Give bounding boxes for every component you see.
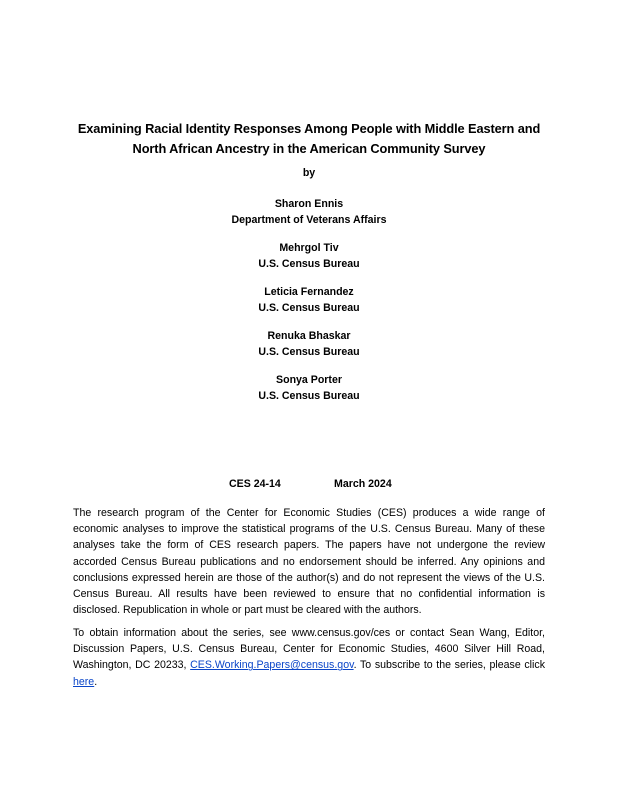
author-name: Renuka Bhaskar — [267, 330, 351, 342]
paper-date: March 2024 — [334, 478, 392, 490]
series-info-paragraph — [73, 625, 545, 690]
subscribe-here-link[interactable]: here — [73, 675, 95, 688]
author-block — [0, 196, 618, 228]
author-affiliation: U.S. Census Bureau — [258, 302, 360, 314]
author-affiliation: U.S. Census Bureau — [258, 390, 360, 402]
author-affiliation: U.S. Census Bureau — [258, 346, 360, 358]
author-block — [0, 372, 618, 404]
author-affiliation: Department of Veterans Affairs — [231, 214, 387, 226]
author-block — [0, 284, 618, 316]
info-text-before: To obtain information about the series, see www.census.gov/ces or contact Sean Wang, Editor, Discussion Papers, U.S. Census Bureau, Center for Economic Studies, 4600 Silver Hill Road, Washington, DC 20233, — [73, 627, 545, 672]
author-name: Leticia Fernandez — [264, 286, 354, 298]
paper-title — [40, 119, 578, 159]
title-line-2: North African Ancestry in the American Community Survey — [132, 141, 486, 156]
disclaimer-paragraph: The research program of the Center for Economic Studies (CES) produces a wide range of economic analyses to improve the statistical programs of the U.S. Census Bureau. Many of these analyses take the form of CES research papers. The papers have not undergone the review accorded Census Bureau publications and no endorsement should be inferred. Any opinions and conclusions expressed herein are those of the author(s) and do not represent the views of the U.S. Census Bureau. All results have been reviewed to ensure that no confidential information is disclosed. Republication in whole or part must be cleared with the authors. — [73, 507, 545, 617]
author-block — [0, 240, 618, 272]
info-text-after: . — [94, 675, 98, 688]
author-block — [0, 328, 618, 360]
author-name: Mehrgol Tiv — [279, 242, 339, 254]
info-text-middle: . To subscribe to the series, please click — [353, 659, 545, 672]
author-affiliation: U.S. Census Bureau — [258, 258, 360, 270]
email-link[interactable]: CES.Working.Papers@census.gov — [190, 659, 354, 672]
title-line-1: Examining Racial Identity Responses Among People with Middle Eastern and — [77, 121, 541, 136]
paper-number: CES 24-14 — [229, 478, 281, 490]
author-name: Sonya Porter — [276, 374, 342, 386]
author-name: Sharon Ennis — [274, 198, 344, 210]
by-label: by — [302, 167, 316, 179]
